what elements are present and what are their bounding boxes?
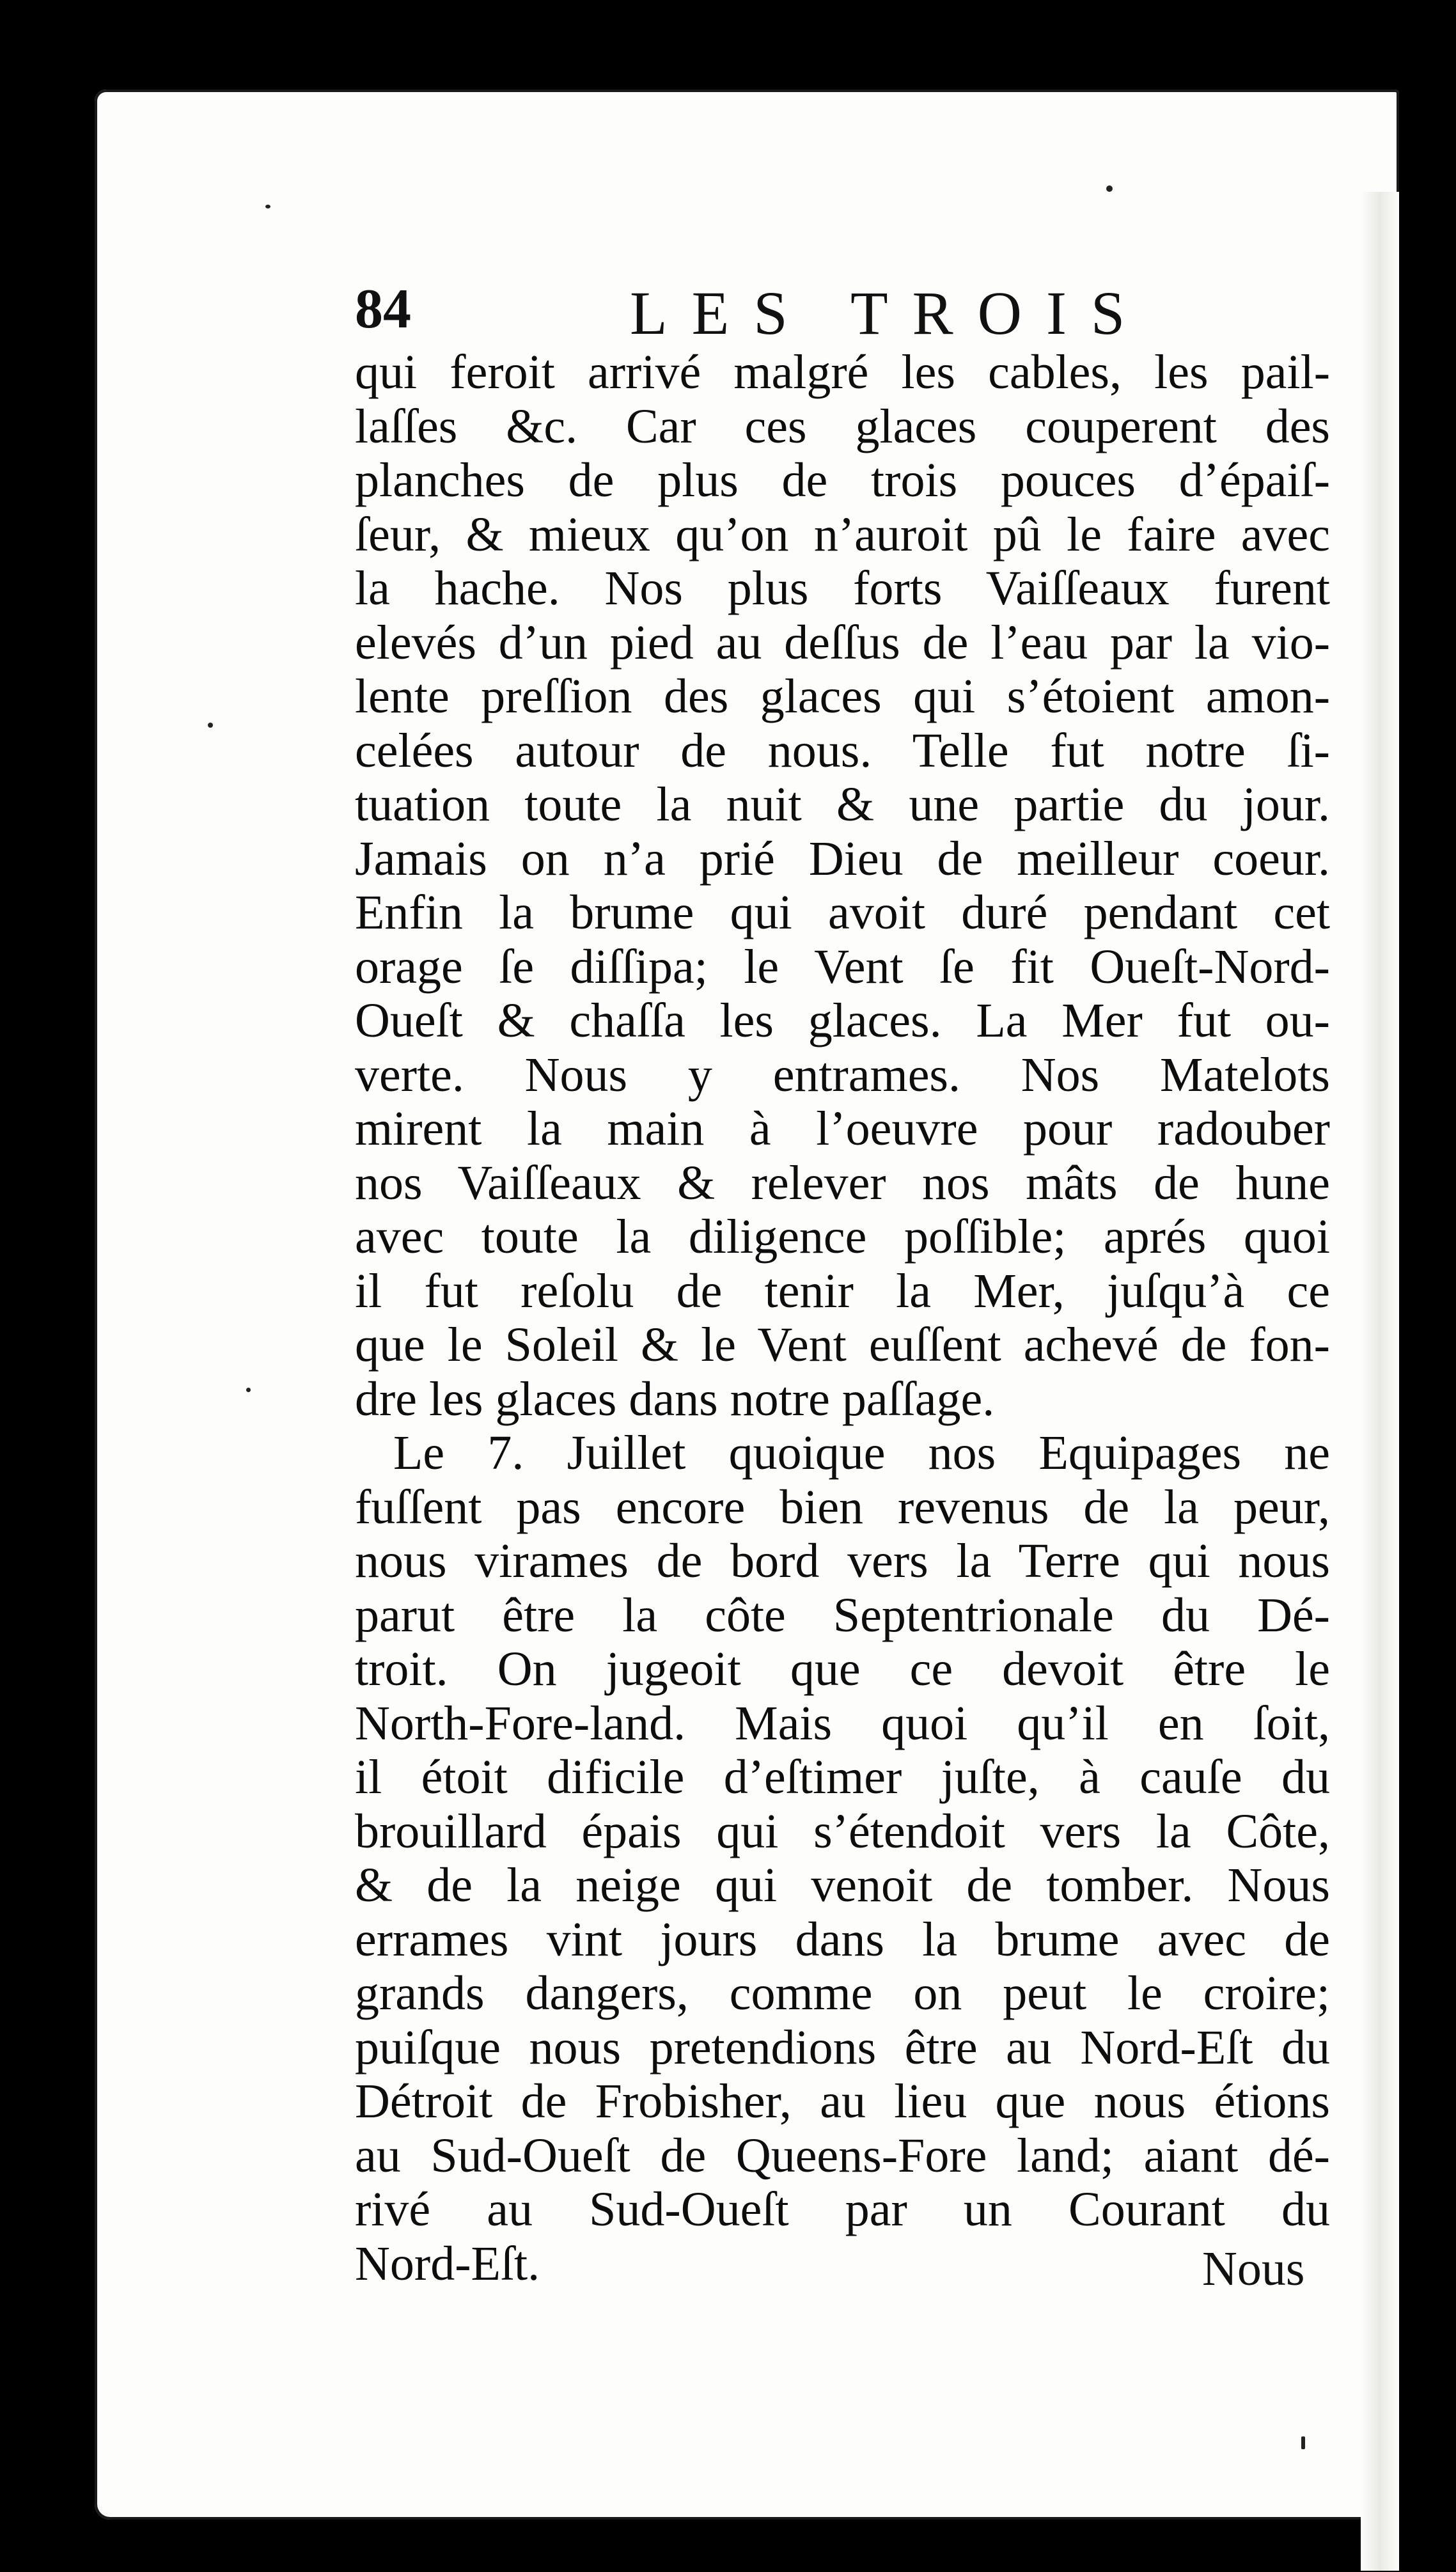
text-line: elevés d’un pied au deſſus de l’eau par la vio-: [355, 615, 1330, 670]
text-line: nous virames de bord vers la Terre qui nous: [355, 1534, 1330, 1588]
ink-speck: [208, 723, 213, 728]
text-line: Nord-Eſt.: [355, 2236, 540, 2291]
text-line: avec toute la diligence poſſible; aprés quoi: [355, 1210, 1330, 1264]
body-text: [355, 345, 1330, 2291]
page-edge-shadow: [1361, 192, 1399, 2571]
text-line: nos Vaiſſeaux & relever nos mâts de hune: [355, 1156, 1330, 1210]
text-line: rivé au Sud-Oueſt par un Courant du: [355, 2183, 1330, 2236]
text-line: tuation toute la nuit & une partie du jour.: [355, 778, 1330, 831]
text-line: grands dangers, comme on peut le croire;: [355, 1966, 1330, 2020]
ink-speck: [265, 205, 270, 208]
text-line: lente preſſion des glaces qui s’étoient amon-: [355, 670, 1330, 723]
text-line: Jamais on n’a prié Dieu de meilleur coeur.: [355, 831, 1330, 886]
ink-speck: [1106, 185, 1113, 192]
text-line: errames vint jours dans la brume avec de: [355, 1912, 1330, 1966]
ink-speck: [1301, 2436, 1305, 2449]
text-line: puiſque nous pretendions être au Nord-Eſt du: [355, 2020, 1330, 2074]
text-line: planches de plus de trois pouces d’épaiſ-: [355, 453, 1330, 507]
text-line: troit. On jugeoit que ce devoit être le: [355, 1642, 1330, 1696]
text-line: que le Soleil & le Vent euſſent achevé de fon-: [355, 1318, 1330, 1372]
text-line: parut être la côte Septentrionale du Dé-: [355, 1588, 1330, 1642]
page-number: 84: [355, 278, 411, 340]
text-line: qui feroit arrivé malgré les cables, les pail-: [355, 345, 1330, 399]
text-line: dre les glaces dans notre paſſage.: [355, 1372, 995, 1426]
running-head: LES TROIS: [630, 279, 1150, 347]
text-line: au Sud-Oueſt de Queens-Fore land; aiant dé-: [355, 2128, 1330, 2183]
page-header: [355, 269, 1327, 345]
text-line: & de la neige qui venoit de tomber. Nous: [355, 1858, 1330, 1912]
text-line: verte. Nous y entrames. Nos Matelots: [355, 1047, 1330, 1102]
text-line: il étoit dificile d’eſtimer juſte, à cauſe du: [355, 1750, 1330, 1804]
text-line: orage ſe diſſipa; le Vent ſe fit Oueſt-Nord-: [355, 939, 1330, 994]
text-line: il fut reſolu de tenir la Mer, juſqu’à ce: [355, 1264, 1330, 1318]
text-line: Enfin la brume qui avoit duré pendant cet: [355, 886, 1330, 939]
text-line: brouillard épais qui s’étendoit vers la Côte,: [355, 1804, 1330, 1858]
ink-speck: [246, 1388, 251, 1392]
text-line: laſſes &c. Car ces glaces couperent des: [355, 399, 1330, 453]
text-line: ſeur, & mieux qu’on n’auroit pû le faire avec: [355, 507, 1330, 561]
catchword: Nous: [1202, 2242, 1305, 2296]
text-line: fuſſent pas encore bien revenus de la peur,: [355, 1480, 1330, 1534]
text-line: Détroit de Frobisher, au lieu que nous étions: [355, 2074, 1330, 2128]
text-line: celées autour de nous. Telle fut notre ſi-: [355, 723, 1330, 778]
text-line: mirent la main à l’oeuvre pour radouber: [355, 1102, 1330, 1156]
text-line: Oueſt & chaſſa les glaces. La Mer fut ou-: [355, 994, 1330, 1047]
paragraph-start-line: Le 7. Juillet quoique nos Equipages ne: [393, 1426, 1330, 1480]
text-line: North-Fore-land. Mais quoi qu’il en ſoit,: [355, 1696, 1330, 1750]
text-line: la hache. Nos plus forts Vaiſſeaux furent: [355, 561, 1330, 615]
